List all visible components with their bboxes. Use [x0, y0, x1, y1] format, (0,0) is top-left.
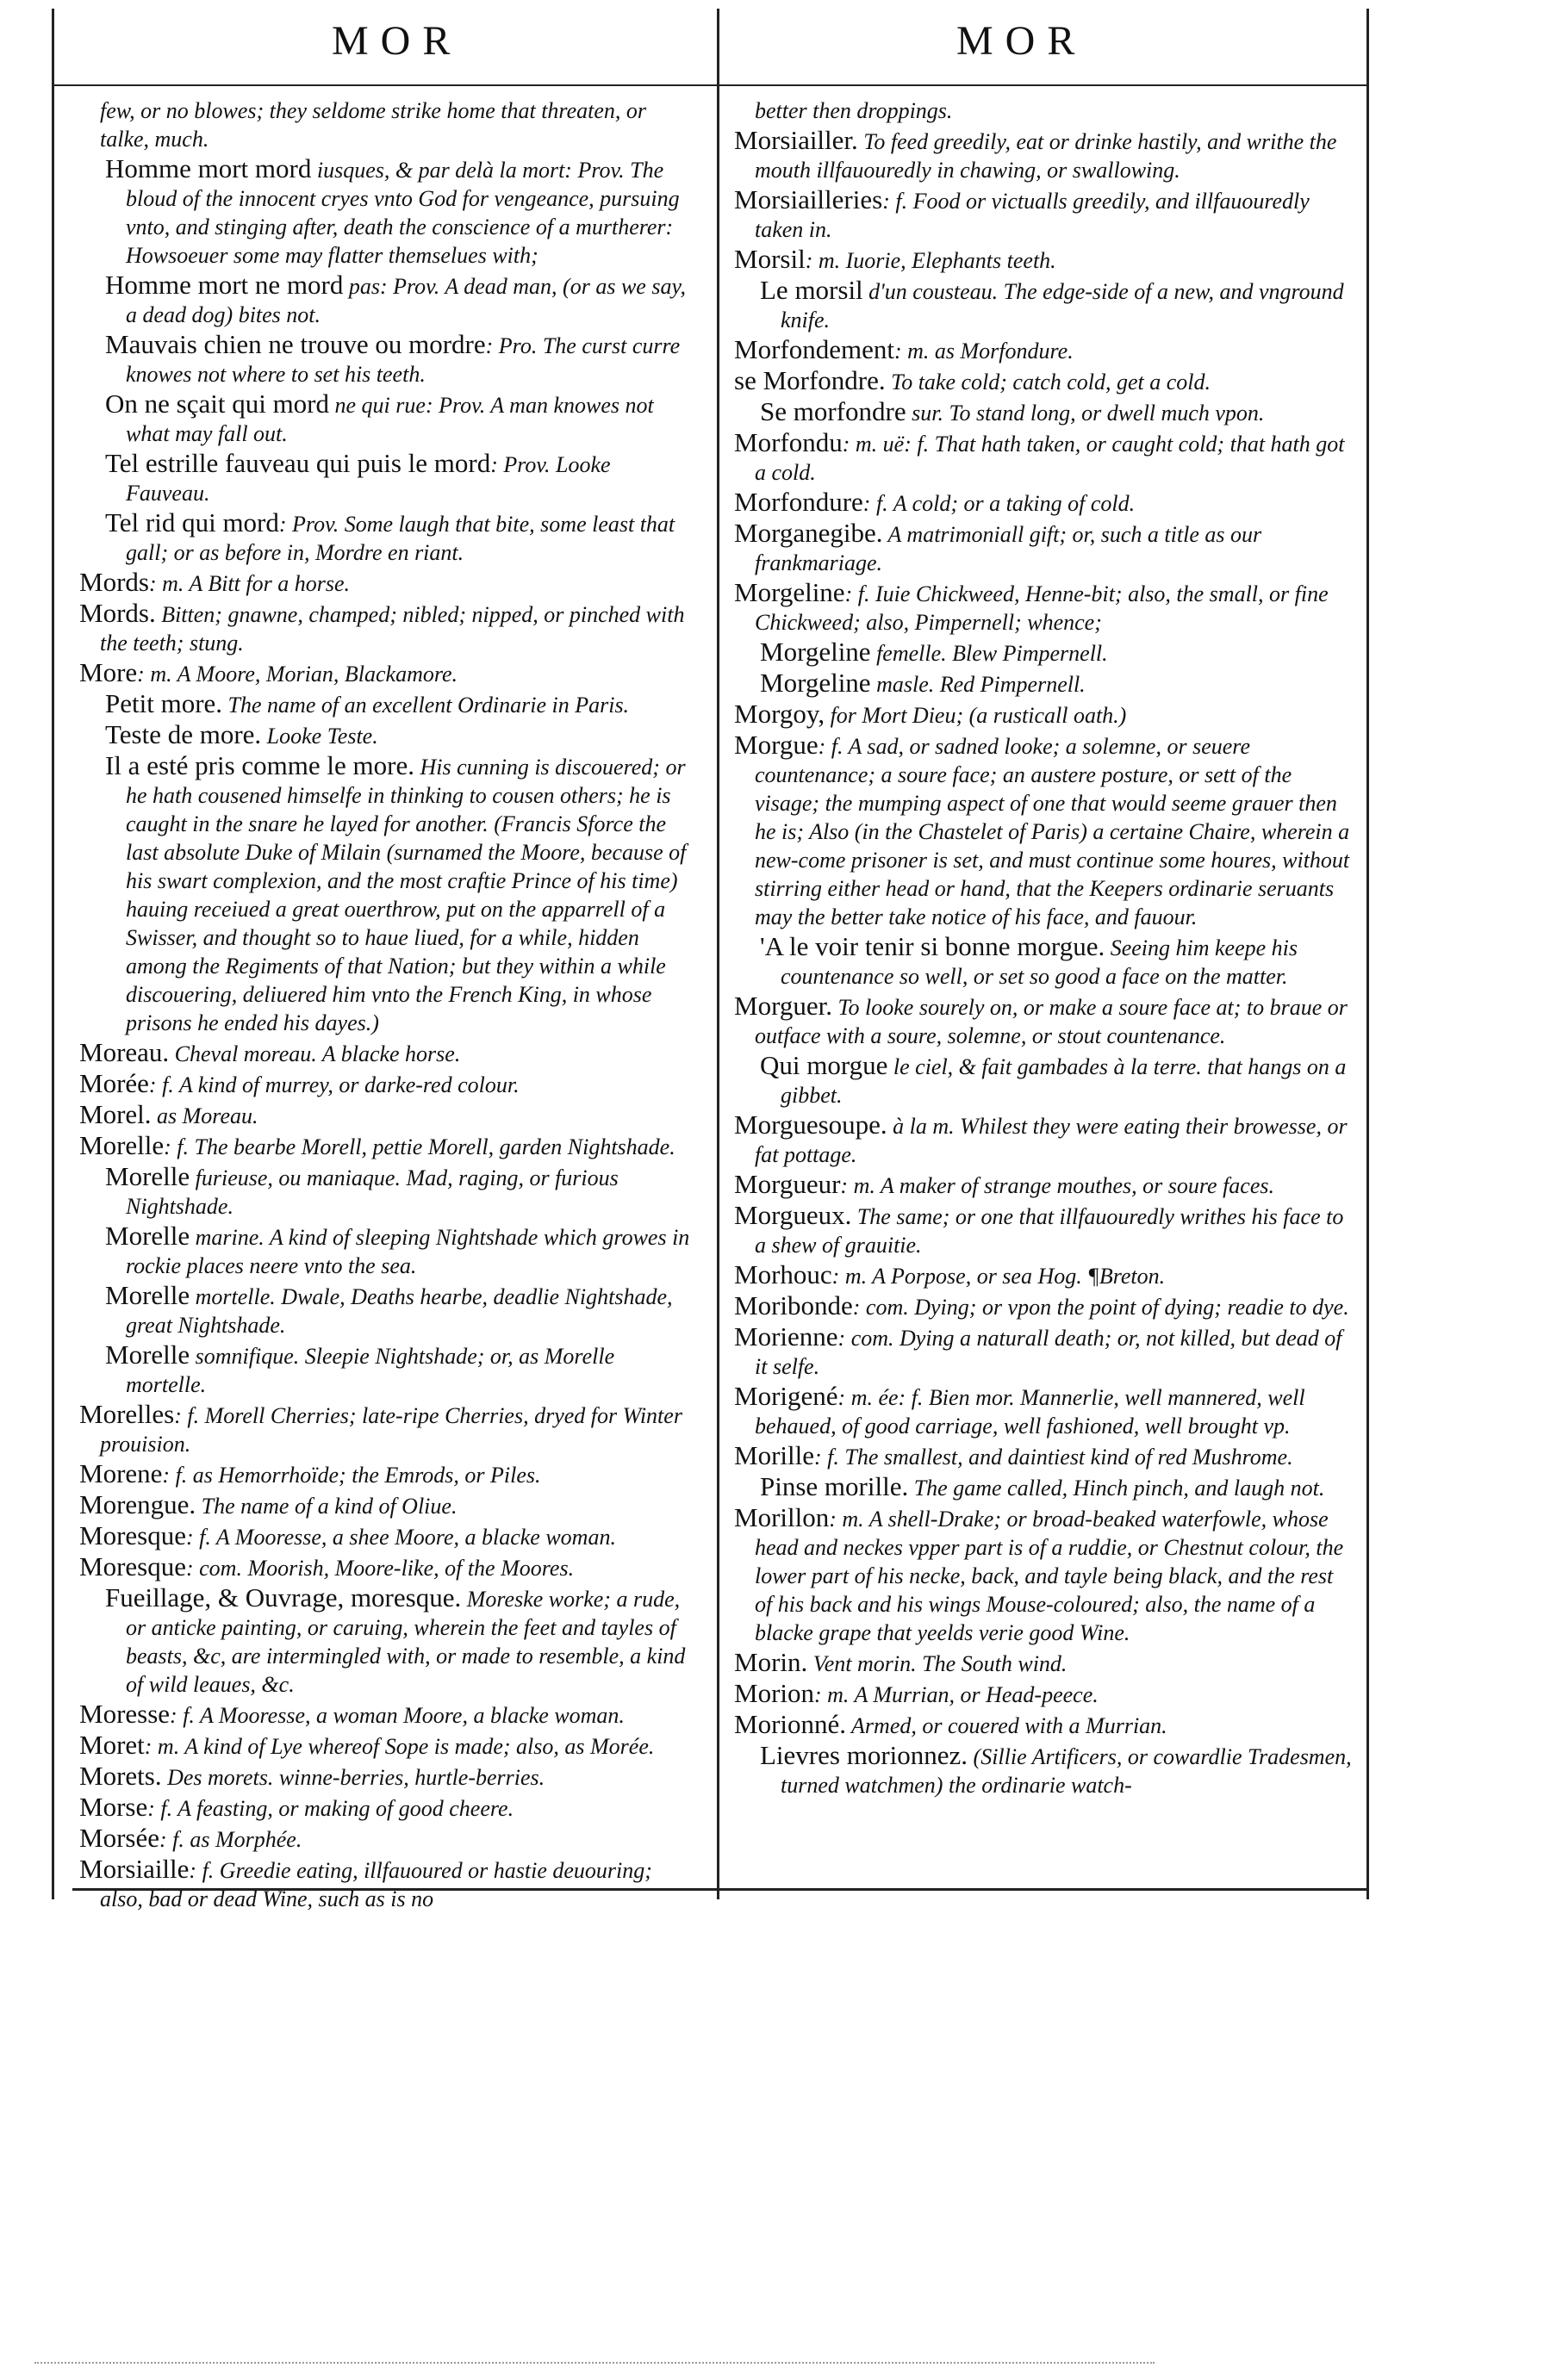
- entry-headword: Morienne: [734, 1321, 838, 1352]
- left-column: [79, 96, 700, 1914]
- entry-definition: His cunning is discouered; or he hath cousened himselfe in thinking to cousen others; he is caught in the snare he layed for another. (Francis Sforce the last absolute Duke of Milain (surnamed the Moore, because of his swart complexion, and the most craftie Prince of his time) hauing receiued a great ouerthrow, put on the apparrell of a Swisser, and thought so to haue liued, for a while, hidden among the Regiments of that Nation; but they within a while discouering, deliuered him vnto the French King, in whose prisons he ended his dayes.): [126, 755, 687, 1035]
- dictionary-entry: [79, 270, 700, 329]
- entry-headword: Morel.: [79, 1099, 152, 1129]
- bottom-edge-noise: [34, 2362, 1155, 2366]
- dictionary-entry: [79, 449, 700, 507]
- dictionary-entry: [734, 1710, 1354, 1740]
- header-rule: [52, 84, 1369, 86]
- entry-definition: somnifique. Sleepie Nightshade; or, as Morelle mortelle.: [126, 1344, 615, 1397]
- entry-definition: le ciel, & fait gambades à la terre. that hangs on a gibbet.: [781, 1054, 1347, 1108]
- entry-definition: A matrimoniall gift; or, such a title as our frankmariage.: [755, 522, 1262, 575]
- entry-definition: : m. Iuorie, Elephants teeth.: [805, 248, 1056, 273]
- entry-headword: Morene: [79, 1458, 163, 1488]
- entry-headword: Moresse: [79, 1699, 171, 1729]
- dictionary-entry: [734, 1110, 1354, 1169]
- dictionary-entry: [79, 1162, 700, 1221]
- dictionary-entry: [734, 185, 1354, 244]
- entry-definition: : m. uë: f. That hath taken, or caught cold; that hath got a cold.: [755, 432, 1345, 485]
- entry-headword: Morhouc: [734, 1259, 832, 1289]
- entry-definition: : m. A Porpose, or sea Hog. ¶Breton.: [831, 1264, 1166, 1289]
- entry-definition: iusques, & par delà la mort: Prov. The bloud of the innocent cryes vnto God for vengeance, pursuing vnto, and stinging after, death the conscience of a murtherer: Howsoeuer some may flatter themselues with;: [126, 158, 680, 268]
- entry-definition: furieuse, ou maniaque. Mad, raging, or furious Nightshade.: [126, 1165, 619, 1219]
- entry-definition: : f. Iuie Chickweed, Henne-bit; also, the small, or fine Chickweed; also, Pimpernell; whence;: [755, 581, 1329, 635]
- dictionary-entry: [734, 488, 1354, 518]
- dictionary-entry: [79, 96, 700, 153]
- dictionary-entry: [79, 1762, 700, 1792]
- dictionary-entry: [79, 1855, 700, 1913]
- entry-headword: Morsiaille: [79, 1854, 190, 1884]
- dictionary-entry: [734, 1291, 1354, 1321]
- entry-headword: Morgoy,: [734, 699, 825, 729]
- entry-headword: Morelle: [105, 1161, 190, 1191]
- entry-definition: Des morets. winne-berries, hurtle-berries.: [161, 1765, 545, 1790]
- dictionary-entry: [79, 1793, 700, 1823]
- dictionary-entry: [79, 1552, 700, 1582]
- dictionary-entry: [734, 637, 1354, 668]
- entry-headword: Morin.: [734, 1647, 808, 1677]
- entry-headword: Morsée: [79, 1823, 159, 1853]
- entry-definition: for Mort Dieu; (a rusticall oath.): [825, 703, 1127, 728]
- entry-definition: To feed greedily, eat or drinke hastily, and writhe the mouth illfauouredly in chawing, or swallowing.: [755, 129, 1337, 183]
- entry-definition: as Moreau.: [151, 1103, 258, 1128]
- entry-headword: Morsiailleries: [734, 184, 883, 214]
- entry-definition: To take cold; catch cold, get a cold.: [885, 370, 1211, 395]
- entry-headword: Morse: [79, 1792, 148, 1822]
- entry-definition: femelle. Blew Pimpernell.: [870, 641, 1108, 666]
- dictionary-entry: [79, 330, 700, 388]
- entry-definition: pas: Prov. A dead man, (or as we say, a dead dog) bites not.: [126, 274, 687, 327]
- dictionary-entry: [79, 1400, 700, 1458]
- dictionary-entry: [734, 245, 1354, 275]
- entry-headword: Morelle: [105, 1339, 190, 1370]
- entry-headword: Morfondu: [734, 427, 843, 457]
- entry-headword: Se morfondre: [760, 396, 906, 426]
- dictionary-entry: [734, 1322, 1354, 1381]
- entry-definition: : m. A Murrian, or Head-peece.: [814, 1682, 1099, 1707]
- entry-headword: Morets.: [79, 1761, 162, 1791]
- dictionary-entry: [79, 599, 700, 657]
- dictionary-entry: [79, 1583, 700, 1699]
- dictionary-entry: [79, 751, 700, 1037]
- entry-headword: Morgue: [734, 730, 819, 760]
- dictionary-entry: [734, 730, 1354, 931]
- entry-definition: : f. as Morphée.: [159, 1827, 302, 1852]
- right-border-rule: [1366, 9, 1369, 1899]
- entry-headword: Teste de more.: [105, 719, 262, 749]
- entry-definition: : f. Food or victualls greedily, and illfauouredly taken in.: [755, 189, 1310, 242]
- dictionary-entry: [734, 1503, 1354, 1647]
- entry-headword: On ne sçait qui mord: [105, 388, 330, 419]
- dictionary-entry: [79, 1131, 700, 1161]
- dictionary-entry: [79, 1221, 700, 1280]
- entry-definition: (Sillie Artificers, or cowardlie Tradesmen, turned watchmen) the ordinarie watch-: [781, 1744, 1352, 1798]
- entry-definition: : f. A kind of murrey, or darke-red colour.: [148, 1072, 520, 1097]
- entry-headword: Morfondement: [734, 334, 894, 364]
- entry-definition: better then droppings.: [755, 98, 953, 123]
- dictionary-entry: [734, 699, 1354, 730]
- entry-headword: Morgueur: [734, 1169, 841, 1199]
- entry-headword: Morée: [79, 1068, 149, 1098]
- entry-definition: : m. A shell-Drake; or broad-beaked waterfowle, whose head and neckes vpper part is of a ruddie, or Chestnut colour, the lower part of his necke, back, and tayle being black, and the rest of his back and his wings Mouse-coloured; also, the name of a blacke grape that yeelds verie good Wine.: [755, 1507, 1344, 1645]
- dictionary-entry: [79, 1100, 700, 1130]
- entry-definition: Vent morin. The South wind.: [807, 1651, 1068, 1676]
- entry-definition: : m. A maker of strange mouthes, or soure faces.: [840, 1173, 1275, 1198]
- dictionary-entry: [79, 1069, 700, 1099]
- entry-definition: : f. The bearbe Morell, pettie Morell, garden Nightshade.: [164, 1134, 675, 1159]
- dictionary-entry: [734, 668, 1354, 699]
- dictionary-entry: [79, 1731, 700, 1761]
- dictionary-entry: [734, 932, 1354, 991]
- dictionary-entry: [734, 1648, 1354, 1678]
- dictionary-entry: [79, 508, 700, 567]
- dictionary-entry: [734, 1201, 1354, 1259]
- dictionary-entry: [734, 96, 1354, 125]
- entry-headword: Morionné.: [734, 1709, 847, 1739]
- entry-definition: marine. A kind of sleeping Nightshade which growes in rockie places neere vnto the sea.: [126, 1225, 690, 1278]
- dictionary-entry: [734, 1382, 1354, 1440]
- entry-headword: Moresque: [79, 1520, 186, 1550]
- entry-definition: Armed, or couered with a Murrian.: [846, 1713, 1167, 1738]
- dictionary-entry: [734, 335, 1354, 365]
- dictionary-entry: [79, 1340, 700, 1399]
- entry-headword: Mords.: [79, 598, 156, 628]
- entry-definition: ne qui rue: Prov. A man knowes not what may fall out.: [126, 393, 654, 446]
- entry-definition: : f. as Hemorrhoïde; the Emrods, or Piles.: [162, 1463, 541, 1488]
- entry-headword: Moreau.: [79, 1037, 170, 1067]
- dictionary-entry: [734, 1472, 1354, 1502]
- right-column: [734, 96, 1354, 1800]
- entry-headword: Morelles: [79, 1399, 175, 1429]
- entry-definition: : f. A feasting, or making of good cheere.: [147, 1796, 514, 1821]
- entry-headword: Moret: [79, 1730, 145, 1760]
- dictionary-entry: [734, 366, 1354, 396]
- dictionary-entry: [734, 519, 1354, 577]
- dictionary-entry: [734, 397, 1354, 427]
- entry-headword: Morelle: [105, 1221, 190, 1251]
- entry-headword: Qui morgue: [760, 1050, 888, 1080]
- entry-definition: : m. A Bitt for a horse.: [148, 571, 351, 596]
- dictionary-entry: [79, 1281, 700, 1339]
- entry-definition: Moreske worke; a rude, or anticke painting, or caruing, wherein the feet and tayles of beasts, &c, are intermingled with, or made to resemble, a kind of wild leaues, &c.: [126, 1587, 686, 1697]
- entry-headword: Tel rid qui mord: [105, 507, 279, 538]
- center-divider-rule: [717, 9, 719, 1899]
- entry-definition: The name of a kind of Oliue.: [196, 1494, 458, 1519]
- entry-definition: The same; or one that illfauouredly writhes his face to a shew of grauitie.: [755, 1204, 1344, 1258]
- dictionary-entry: [79, 1490, 700, 1520]
- dictionary-entry: [734, 1679, 1354, 1709]
- entry-headword: More: [79, 657, 138, 687]
- dictionary-entry: [79, 1038, 700, 1068]
- entry-definition: : m. A kind of Lye whereof Sope is made; also, as Morée.: [144, 1734, 655, 1759]
- entry-headword: Homme mort ne mord: [105, 270, 344, 300]
- entry-definition: : f. Morell Cherries; late-ripe Cherries, dryed for Winter prouision.: [100, 1403, 682, 1457]
- dictionary-entry: [734, 276, 1354, 334]
- dictionary-entry: [79, 1459, 700, 1489]
- dictionary-entry: [734, 1441, 1354, 1471]
- dictionary-entry: [79, 658, 700, 688]
- entry-definition: : f. The smallest, and daintiest kind of red Mushrome.: [814, 1445, 1293, 1470]
- entry-headword: Homme mort mord: [105, 153, 312, 183]
- dictionary-entry: [734, 1051, 1354, 1109]
- entry-headword: Lievres morionnez.: [760, 1740, 968, 1770]
- entry-definition: : f. Greedie eating, illfauoured or hastie deuouring; also, bad or dead Wine, such as is no: [100, 1858, 652, 1911]
- entry-definition: : Prov. Looke Fauveau.: [126, 452, 611, 506]
- entry-headword: Fueillage, & Ouvrage, moresque.: [105, 1582, 462, 1613]
- entry-definition: : m. A Moore, Morian, Blackamore.: [137, 662, 458, 687]
- entry-headword: Morelle: [105, 1280, 190, 1310]
- entry-headword: Morgeline: [760, 668, 871, 698]
- entry-definition: : Pro. The curst curre knowes not where to set his teeth.: [126, 333, 681, 387]
- entry-definition: : com. Dying; or vpon the point of dying; readie to dye.: [852, 1295, 1349, 1320]
- entry-headword: Morion: [734, 1678, 814, 1708]
- dictionary-entry: [734, 126, 1354, 184]
- running-head-left: MOR: [332, 18, 463, 64]
- dictionary-entry: [734, 991, 1354, 1050]
- entry-definition: d'un cousteau. The edge-side of a new, and vnground knife.: [781, 279, 1344, 332]
- entry-headword: Moresque: [79, 1551, 186, 1581]
- dictionary-entry: [734, 578, 1354, 637]
- entry-definition: The name of an excellent Ordinarie in Paris.: [222, 693, 630, 718]
- entry-headword: Morigené: [734, 1381, 838, 1411]
- entry-definition: : f. A Mooresse, a shee Moore, a blacke woman.: [185, 1525, 616, 1550]
- entry-headword: se Morfondre.: [734, 365, 886, 395]
- entry-definition: à la m. Whilest they were eating their browesse, or fat pottage.: [755, 1114, 1348, 1167]
- entry-definition: : com. Moorish, Moore-like, of the Moores.: [185, 1556, 575, 1581]
- dictionary-entry: [734, 428, 1354, 487]
- entry-headword: Moribonde: [734, 1290, 853, 1320]
- entry-definition: : m. as Morfondure.: [893, 339, 1074, 364]
- entry-headword: Morsil: [734, 244, 806, 274]
- entry-headword: 'A le voir tenir si bonne morgue.: [760, 931, 1105, 961]
- entry-definition: To looke sourely on, or make a soure face at; to braue or outface with a soure, solemne, or stout countenance.: [755, 995, 1348, 1048]
- entry-headword: Morengue.: [79, 1489, 196, 1519]
- left-border-rule: [52, 9, 54, 1899]
- entry-headword: Morgeline: [734, 577, 845, 607]
- entry-headword: Morelle: [79, 1130, 165, 1160]
- entry-definition: : f. A cold; or a taking of cold.: [862, 491, 1136, 516]
- dictionary-entry: [734, 1260, 1354, 1290]
- dictionary-entry: [79, 389, 700, 448]
- entry-headword: Morganegibe.: [734, 518, 883, 548]
- entry-headword: Morillon: [734, 1502, 830, 1532]
- entry-definition: Looke Teste.: [261, 724, 378, 749]
- dictionary-entry: [734, 1741, 1354, 1799]
- dictionary-entry: [79, 1824, 700, 1854]
- entry-headword: Il a esté pris comme le more.: [105, 750, 414, 780]
- entry-headword: Morille: [734, 1440, 814, 1470]
- dictionary-entry: [79, 154, 700, 270]
- dictionary-entry: [79, 568, 700, 598]
- entry-headword: Morgeline: [760, 637, 871, 667]
- entry-definition: : f. A Mooresse, a woman Moore, a blacke woman.: [170, 1703, 625, 1728]
- entry-headword: Morguer.: [734, 991, 832, 1021]
- dictionary-entry: [79, 1700, 700, 1730]
- dictionary-entry: [734, 1170, 1354, 1200]
- entry-headword: Morguesoupe.: [734, 1109, 887, 1140]
- entry-definition: Cheval moreau. A blacke horse.: [169, 1041, 461, 1066]
- entry-headword: Morfondure: [734, 487, 863, 517]
- entry-definition: : f. A sad, or sadned looke; a solemne, or seuere countenance; a soure face; an austere posture, or sett of the visage; the mumping aspect of one that would seeme grauer then he is; Also (in the Chastelet of Paris) a certaine Chaire, wherein a new-come prisoner is set, and must continue some houres, without stirring either head or hand, that the Keepers ordinarie seruants may the better take notice of his face, and fauour.: [755, 734, 1350, 929]
- dictionary-entry: [79, 1521, 700, 1551]
- entry-headword: Tel estrille fauveau qui puis le mord: [105, 448, 491, 478]
- entry-headword: Mauvais chien ne trouve ou mordre: [105, 329, 486, 359]
- entry-definition: few, or no blowes; they seldome strike home that threaten, or talke, much.: [100, 98, 647, 152]
- entry-definition: : Prov. Some laugh that bite, some least that gall; or as before in, Mordre en riant.: [126, 512, 675, 565]
- entry-headword: Morgueux.: [734, 1200, 852, 1230]
- entry-definition: mortelle. Dwale, Deaths hearbe, deadlie Nightshade, great Nightshade.: [126, 1284, 673, 1338]
- dictionary-entry: [79, 689, 700, 719]
- entry-headword: Petit more.: [105, 688, 223, 718]
- running-head-right: MOR: [956, 18, 1087, 64]
- entry-headword: Morsiailler.: [734, 125, 858, 155]
- entry-definition: Bitten; gnawne, champed; nibled; nipped, or pinched with the teeth; stung.: [100, 602, 685, 656]
- entry-definition: Seeing him keepe his countenance so well, or set so good a face on the matter.: [781, 935, 1298, 989]
- entry-definition: The game called, Hinch pinch, and laugh not.: [908, 1476, 1325, 1501]
- entry-definition: masle. Red Pimpernell.: [870, 672, 1086, 697]
- entry-headword: Le morsil: [760, 275, 863, 305]
- entry-definition: : m. ée: f. Bien mor. Mannerlie, well mannered, well behaued, of good carriage, well fashioned, well brought vp.: [755, 1385, 1305, 1439]
- dictionary-entry: [79, 720, 700, 750]
- entry-definition: : com. Dying a naturall death; or, not killed, but dead of it selfe.: [755, 1326, 1342, 1379]
- entry-definition: sur. To stand long, or dwell much vpon.: [906, 401, 1265, 426]
- entry-headword: Pinse morille.: [760, 1471, 909, 1501]
- entry-headword: Mords: [79, 567, 149, 597]
